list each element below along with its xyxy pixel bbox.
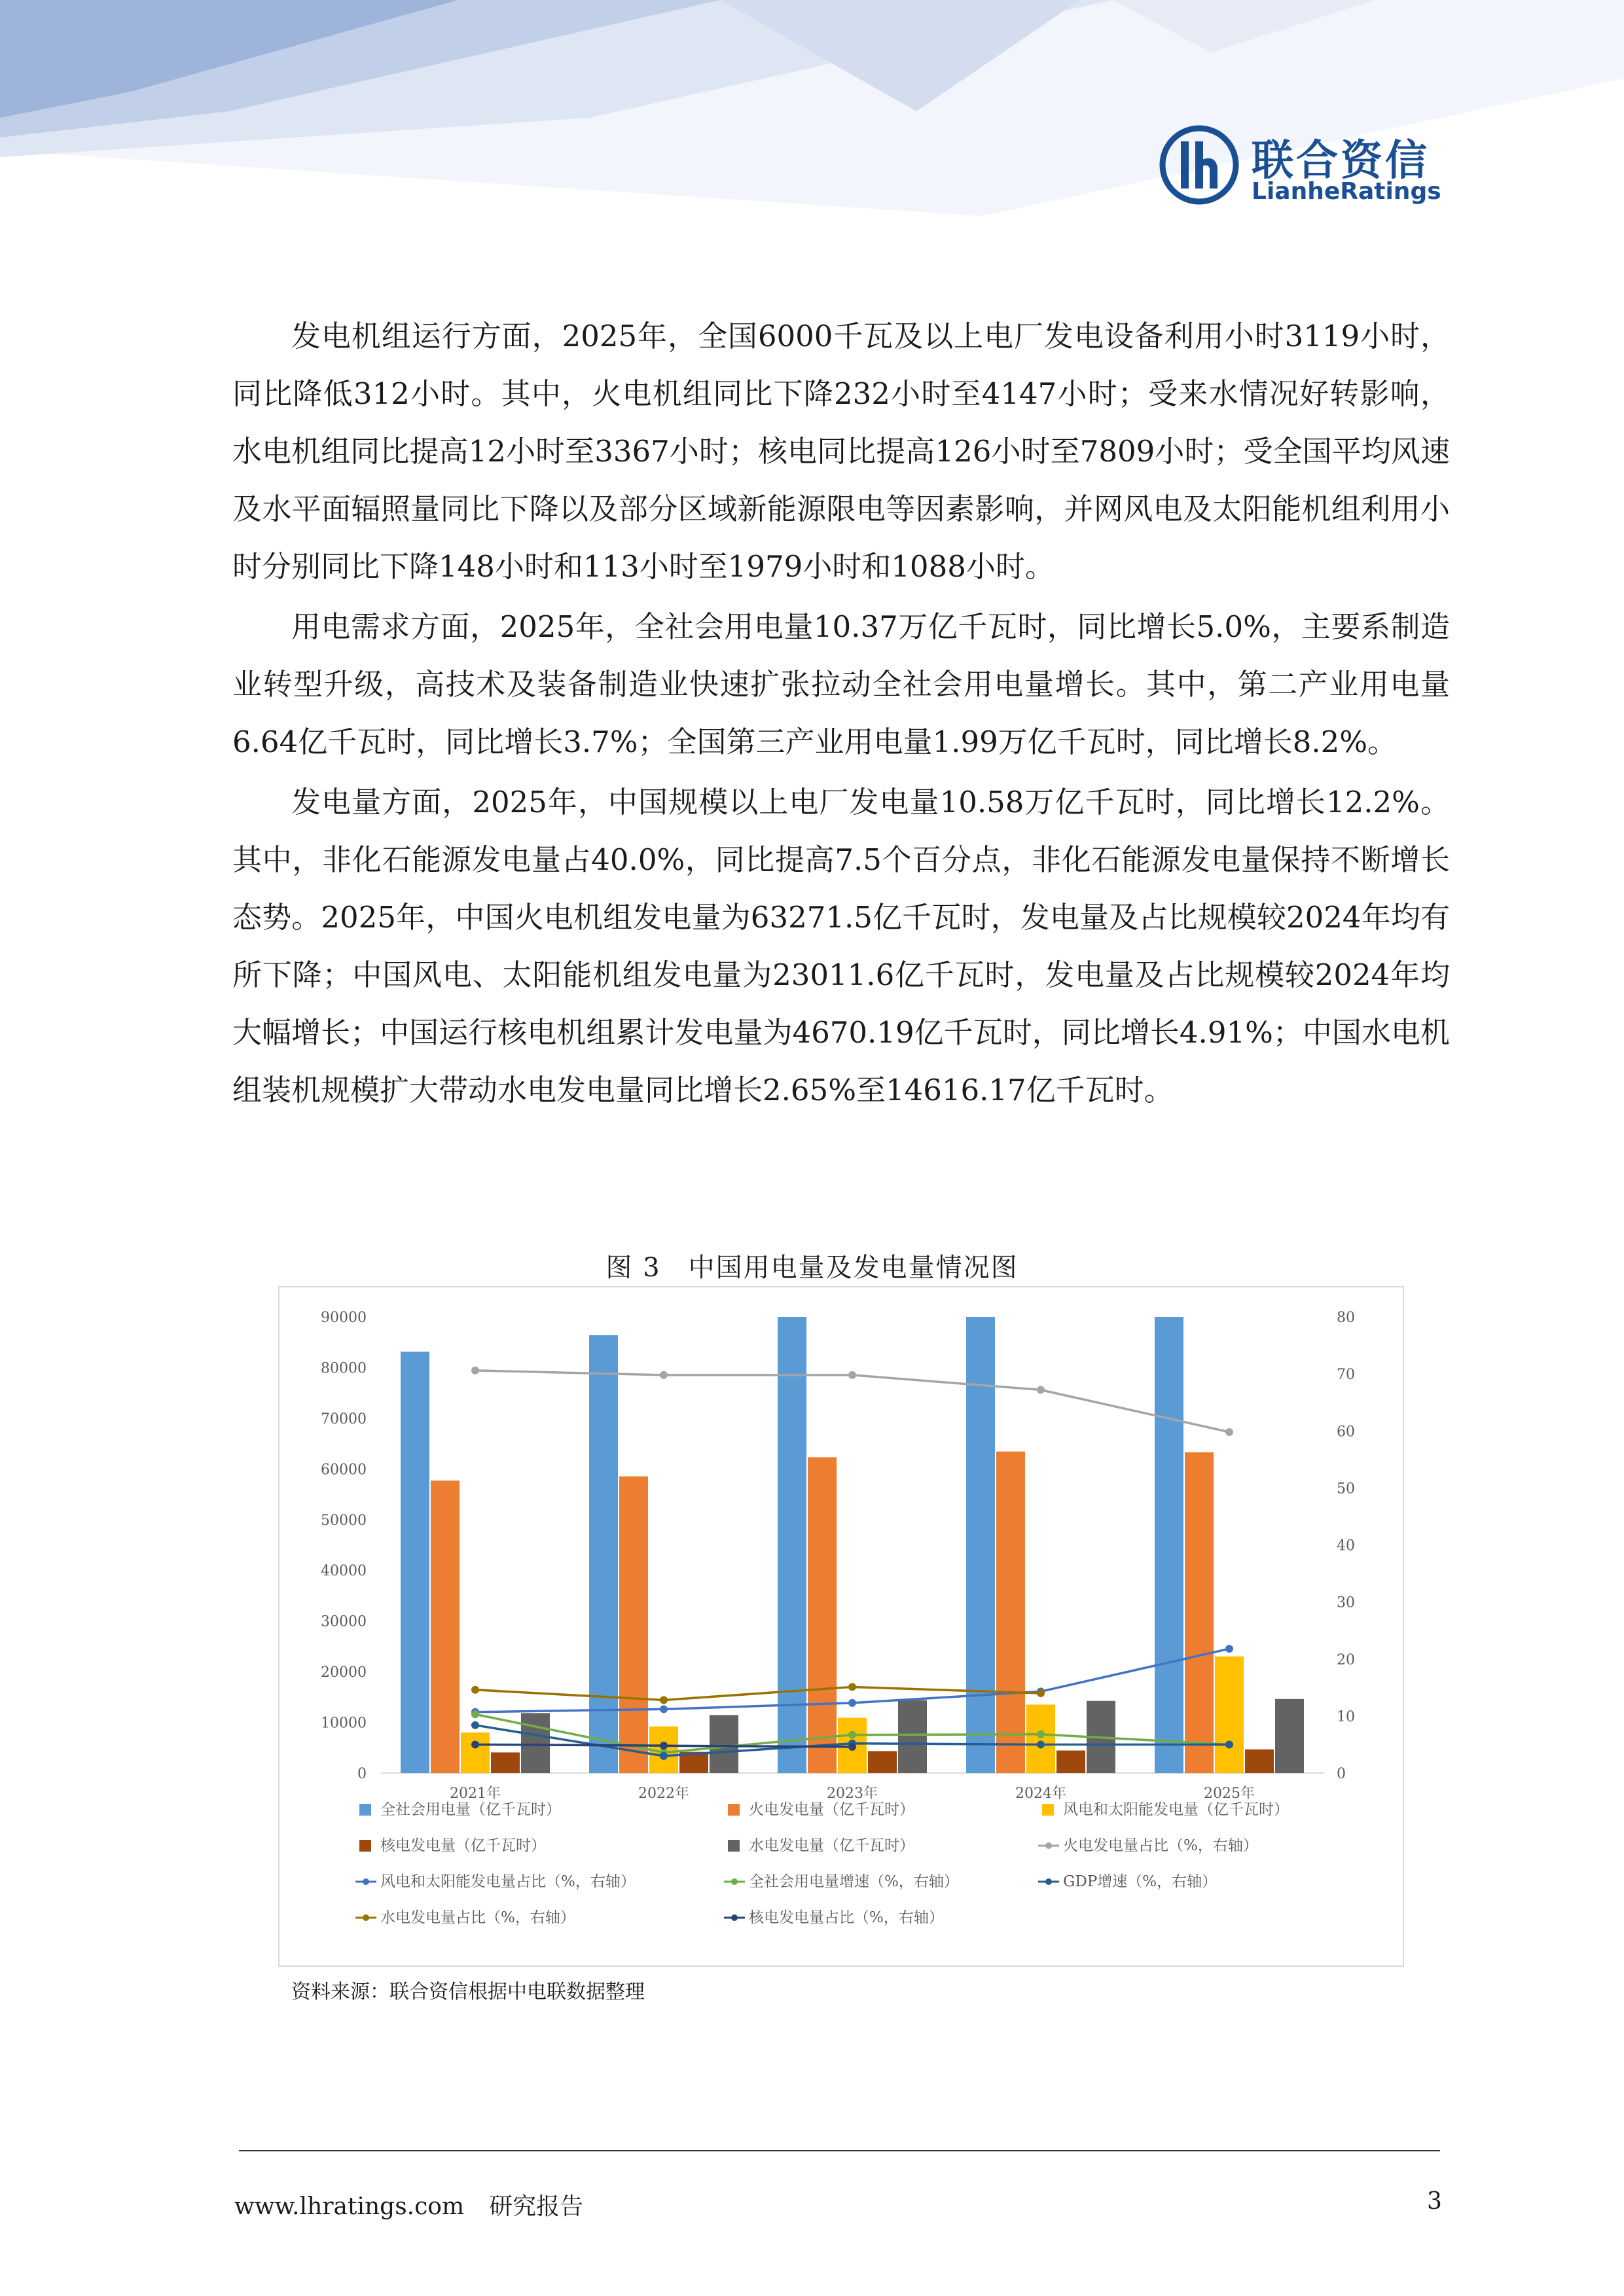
lianhe-logo-icon	[1159, 124, 1240, 206]
legend-label: 核电发电量（亿千瓦时）	[380, 1837, 546, 1854]
series-point	[660, 1371, 668, 1379]
bar	[710, 1715, 738, 1773]
footer-label: 研究报告	[489, 2193, 584, 2220]
legend-swatch	[359, 1804, 371, 1816]
series-point	[471, 1686, 479, 1694]
series-line	[475, 1371, 1229, 1432]
y-tick-label: 50000	[321, 1512, 367, 1529]
y-tick-label: 70000	[321, 1410, 367, 1427]
chart-container	[278, 1286, 1404, 1967]
y-tick-label: 60000	[321, 1462, 367, 1479]
y2-tick-label: 0	[1337, 1766, 1346, 1782]
logo-chinese-name: 联合资信	[1252, 137, 1430, 185]
footer-divider	[239, 2150, 1440, 2151]
series-point	[848, 1743, 856, 1751]
series-point	[660, 1705, 668, 1713]
footer-website[interactable]: www.lhratings.com	[234, 2193, 465, 2220]
legend-swatch	[728, 1840, 740, 1852]
legend-marker	[1045, 1878, 1052, 1885]
legend-label: 风电和太阳能发电量占比（%，右轴）	[380, 1873, 636, 1890]
legend-label: 全社会用电量（亿千瓦时）	[380, 1801, 561, 1818]
y-tick-label: 10000	[321, 1715, 367, 1732]
x-tick-label: 2025年	[1204, 1785, 1255, 1802]
y2-tick-label: 80	[1337, 1310, 1355, 1326]
series-point	[1225, 1428, 1233, 1436]
y2-tick-label: 60	[1337, 1424, 1355, 1441]
y-tick-label: 40000	[321, 1563, 367, 1580]
bar	[431, 1480, 460, 1773]
series-point	[848, 1683, 856, 1691]
y-tick-label: 20000	[321, 1664, 367, 1681]
series-point	[848, 1731, 856, 1739]
y-tick-label: 90000	[321, 1310, 367, 1326]
legend-marker	[731, 1914, 738, 1921]
series-point	[1037, 1740, 1045, 1748]
series-line	[475, 1687, 1041, 1700]
y2-tick-label: 40	[1337, 1537, 1355, 1554]
bar	[461, 1732, 490, 1773]
footer-left	[234, 2188, 608, 2221]
figure-source: 资料来源：联合资信根据中电联数据整理	[291, 1981, 645, 2003]
series-point	[1037, 1386, 1045, 1394]
bar	[491, 1752, 520, 1773]
bar	[521, 1713, 550, 1773]
legend-label: 水电发电量占比（%，右轴）	[380, 1909, 575, 1926]
y2-tick-label: 20	[1337, 1651, 1355, 1668]
x-tick-label: 2021年	[450, 1785, 501, 1802]
legend-label: GDP增速（%，右轴）	[1063, 1873, 1218, 1890]
paragraph-generation: 发电量方面，2025年，中国规模以上电厂发电量10.58万亿千瓦时，同比增长12.2%。其中，非化石能源发电量占40.0%，同比提高7.5个百分点，非化石能源发电量保持不断增长态势。2025年，中国火电机组发电量为63271.5亿千瓦时，发电量及占比规模较2024年均有所下降；中国风电、太阳能机组发电量为23011.6亿千瓦时，发电量及占比规模较2024年均大幅增长；中国运行核电机组累计发电量为4670.19亿千瓦时，同比增长4.91%；中国水电机组装机规模扩大带动水电发电量同比增长2.65%至14616.17亿千瓦时。	[232, 785, 1450, 1107]
series-point	[848, 1371, 856, 1379]
electricity-chart	[280, 1287, 1403, 1965]
series-point	[1225, 1645, 1233, 1653]
y2-tick-label: 10	[1337, 1708, 1355, 1725]
bar	[1155, 1317, 1183, 1773]
legend-label: 火电发电量（亿千瓦时）	[749, 1801, 914, 1818]
legend-marker	[1045, 1842, 1052, 1849]
legend-label: 火电发电量占比（%，右轴）	[1063, 1837, 1258, 1854]
legend-label: 全社会用电量增速（%，右轴）	[749, 1873, 959, 1890]
series-point	[660, 1752, 668, 1760]
bar	[1185, 1452, 1214, 1773]
legend-label: 风电和太阳能发电量（亿千瓦时）	[1063, 1801, 1289, 1818]
legend-swatch	[359, 1840, 371, 1852]
series-point	[471, 1367, 479, 1374]
series-point	[471, 1710, 479, 1718]
series-point	[1037, 1689, 1045, 1697]
bar	[1245, 1749, 1274, 1773]
legend-swatch	[1042, 1804, 1054, 1816]
y2-tick-label: 70	[1337, 1367, 1355, 1384]
series-point	[471, 1721, 479, 1729]
series-point	[1225, 1740, 1233, 1748]
series-point	[1037, 1731, 1045, 1738]
y2-tick-label: 30	[1337, 1594, 1355, 1611]
legend-marker	[363, 1878, 369, 1885]
y-tick-label: 0	[357, 1766, 367, 1782]
series-point	[471, 1740, 479, 1748]
legend-label: 水电发电量（亿千瓦时）	[749, 1837, 914, 1854]
series-point	[660, 1742, 668, 1749]
series-point	[660, 1696, 668, 1704]
legend-label: 核电发电量占比（%，右轴）	[749, 1909, 944, 1926]
paragraph-demand: 用电需求方面，2025年，全社会用电量10.37万亿千瓦时，同比增长5.0%，主要系制造业转型升级，高技术及装备制造业快速扩张拉动全社会用电量增长。其中，第二产业用电量6.64亿千瓦时，同比增长3.7%；全国第三产业用电量1.99万亿千瓦时，同比增长8.2%。	[232, 609, 1450, 759]
x-tick-label: 2022年	[638, 1785, 689, 1802]
bar	[1275, 1699, 1304, 1773]
bar	[808, 1457, 837, 1773]
y-tick-label: 80000	[321, 1360, 367, 1377]
company-logo	[1159, 124, 1460, 209]
legend-marker	[363, 1914, 369, 1921]
legend-marker	[731, 1878, 738, 1885]
x-tick-label: 2023年	[827, 1785, 878, 1802]
x-tick-label: 2024年	[1015, 1785, 1066, 1802]
y2-tick-label: 50	[1337, 1480, 1355, 1498]
series-point	[848, 1699, 856, 1707]
logo-english-name: LianheRatings	[1252, 178, 1441, 205]
bar	[619, 1477, 648, 1773]
bar	[868, 1751, 897, 1773]
bar	[401, 1352, 429, 1773]
bar	[898, 1700, 927, 1773]
bar	[1026, 1704, 1055, 1773]
bar	[1056, 1751, 1085, 1773]
bar	[996, 1452, 1025, 1773]
bar	[1215, 1657, 1244, 1773]
page-number: 3	[1427, 2188, 1442, 2215]
legend-swatch	[728, 1804, 740, 1816]
body-text	[232, 308, 1450, 1122]
y-tick-label: 30000	[321, 1613, 367, 1630]
bar	[589, 1335, 618, 1773]
figure-title: 图 3 中国用电量及发电量情况图	[605, 1253, 1019, 1283]
paragraph-generation-units: 发电机组运行方面，2025年，全国6000千瓦及以上电厂发电设备利用小时3119小时，同比降低312小时。其中，火电机组同比下降232小时至4147小时；受来水情况好转影响，水电机组同比提高12小时至3367小时；核电同比提高126小时至7809小时；受全国平均风速及水平面辐照量同比下降以及部分区域新能源限电等因素影响，并网风电及太阳能机组利用小时分别同比下降148小时和113小时至1979小时和1088小时。	[232, 319, 1450, 584]
